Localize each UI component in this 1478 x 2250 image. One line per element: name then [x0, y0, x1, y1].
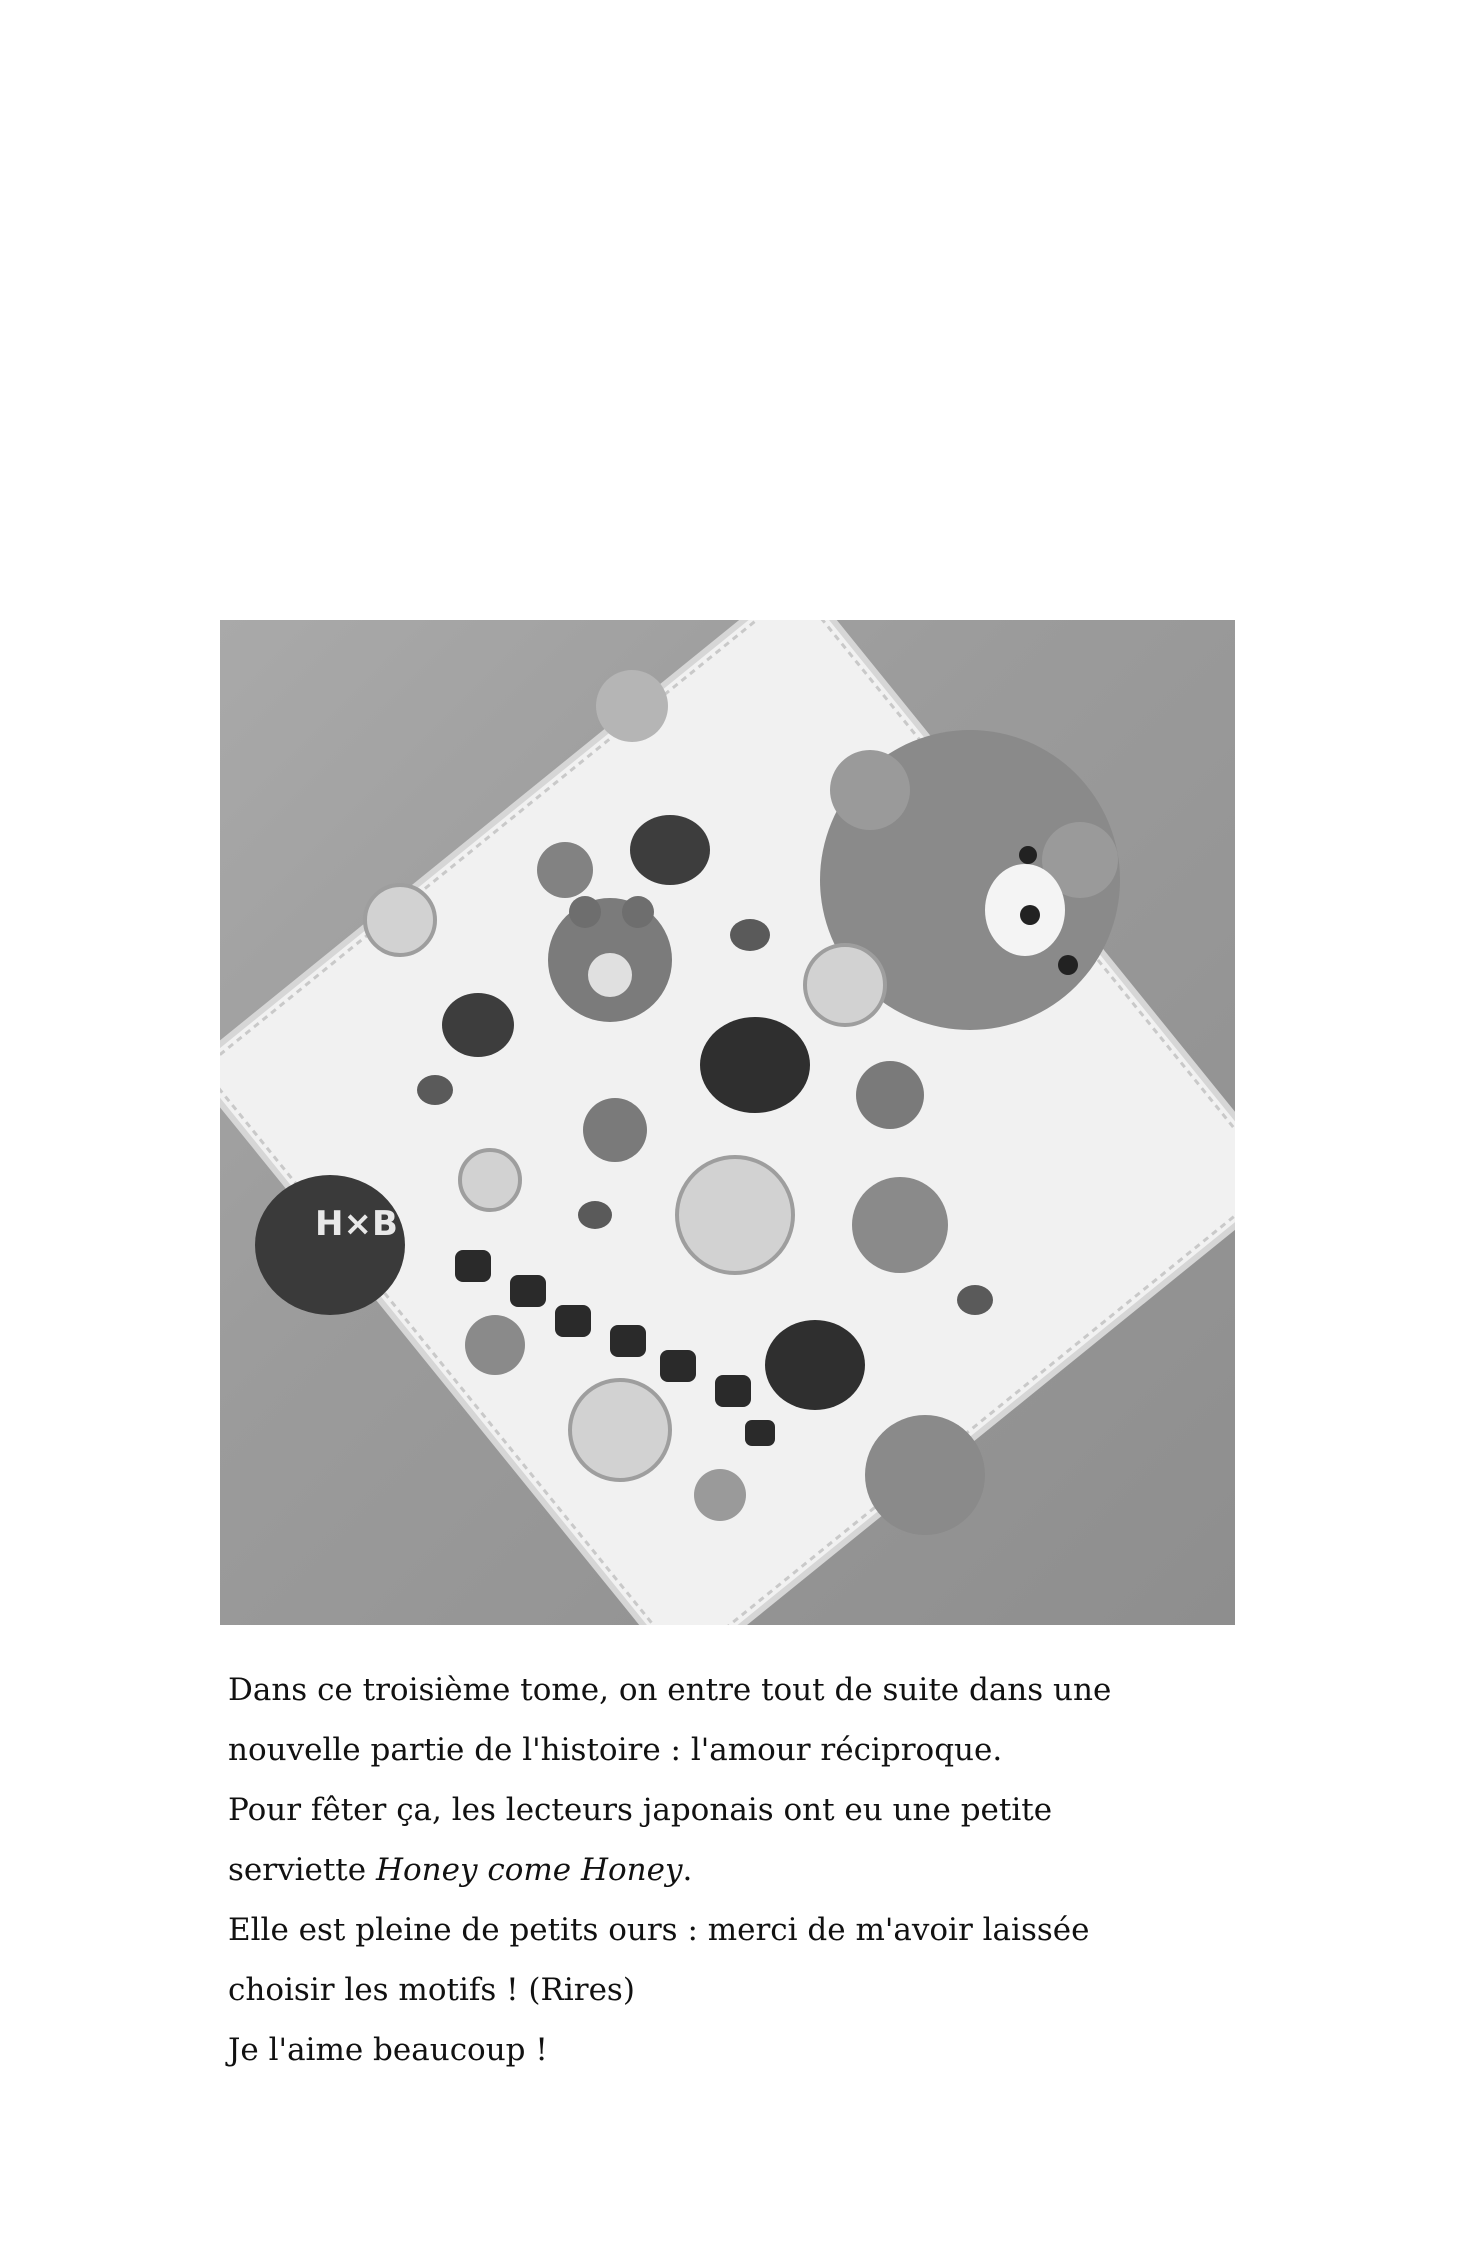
caption-line-4: [228, 1840, 1228, 1900]
caption-line-4-suffix: .: [682, 1852, 693, 1888]
caption-line-7: Je l'aime beaucoup !: [228, 2032, 548, 2068]
honey-jar-label: H×B: [315, 1204, 398, 1244]
towel-illustration: [220, 620, 1235, 1625]
caption-line-5: Elle est pleine de petits ours : merci de m'avoir laissée: [228, 1912, 1090, 1948]
caption-line-2: nouvelle partie de l'histoire : l'amour réciproque.: [228, 1732, 1003, 1768]
caption-line-1: Dans ce troisième tome, on entre tout de suite dans une: [228, 1672, 1112, 1708]
caption-text: [228, 1660, 1228, 2080]
caption-line-4-prefix: serviette: [228, 1852, 376, 1888]
towel-photo: [220, 620, 1235, 1625]
caption-line-6: choisir les motifs ! (Rires): [228, 1972, 635, 2008]
caption-title-italic: Honey come Honey: [375, 1852, 683, 1888]
caption-line-3: Pour fêter ça, les lecteurs japonais ont eu une petite: [228, 1792, 1053, 1828]
